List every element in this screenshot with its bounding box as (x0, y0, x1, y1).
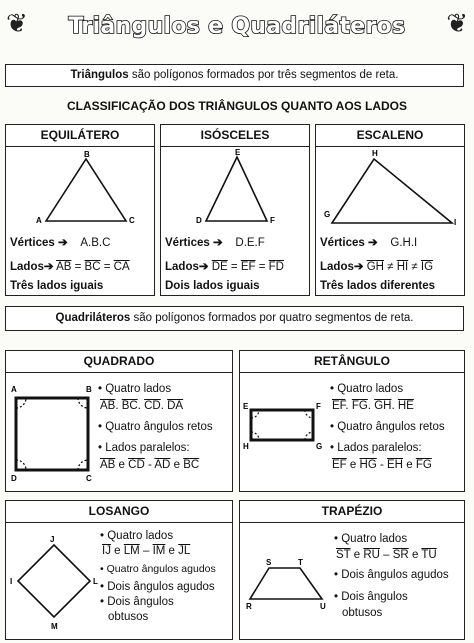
equals-sign: = (103, 261, 111, 273)
property-two-obtuse-angles: Dois ângulos (107, 596, 174, 608)
side: $\overline{TU}$ (421, 549, 437, 561)
side-de: $\overline{DE}$ (211, 261, 228, 273)
conjunction: e (349, 459, 357, 471)
vertex-label-d: D (11, 474, 17, 483)
isosceles-triangle-figure (161, 147, 308, 227)
side: $\overline{BC}$ (183, 459, 200, 471)
conjunction: e (406, 459, 413, 471)
quadrilaterals-definition-text: são polígonos formados por quatro segmentos de reta. (130, 312, 414, 324)
vertex-label-e: E (235, 148, 241, 157)
side: $\overline{EH}$ (387, 459, 403, 471)
property-four-acute-angles: Quatro ângulos agudos (106, 563, 216, 575)
side-ef: $\overline{EF}$ (240, 261, 256, 273)
side: $\overline{JL}$ (178, 545, 191, 557)
vertex-label-l: L (93, 577, 98, 586)
side-gh: $\overline{GH}$ (366, 261, 384, 273)
side: $\overline{BC}$ (121, 400, 138, 412)
card-title-equilatero: EQUILÁTERO (6, 125, 154, 147)
vertex-label-a: A (36, 216, 42, 225)
side: $\overline{RU}$ (363, 549, 380, 561)
side: $\overline{EF}$ (332, 400, 346, 412)
flourish-left-icon: ❦ (6, 8, 28, 38)
vertices-label: Vértices (320, 237, 365, 249)
property-right-angles: Quatro ângulos retos (105, 421, 213, 433)
vertex-label-h: H (372, 149, 378, 158)
vertex-label-g: G (324, 210, 331, 219)
square-properties: • Quatro lados $\overline{AB}$. $\overline{BC}$. $\overline{CD}$. $\overline{DA}$ • Quatro ângulos retos • Lados paralelos: $\overline{AB}$ e $\overline{CD} - \overline{AD}$ e $\overline{BC}$ (98, 383, 213, 471)
vertex-label-h: H (243, 442, 249, 451)
card-escaleno (315, 124, 465, 296)
card-title-trapezio: TRAPÉZIO (240, 501, 464, 523)
card-retangulo (239, 350, 465, 492)
vertex-label-b: B (86, 385, 92, 394)
vertices-value: A.B.C (80, 237, 111, 249)
vertex-label-c: C (129, 216, 135, 225)
side: $\overline{AB}$ (100, 459, 116, 471)
vertex-label-c: C (86, 474, 92, 483)
vertex-label-r: R (246, 602, 252, 611)
equilateral-triangle-figure (6, 147, 153, 227)
conjunction: e (114, 545, 121, 557)
trapezoid-figure (240, 523, 336, 639)
property-four-sides: Quatro lados (337, 383, 404, 395)
vertices-row: Vértices ➔ D.E.F (165, 237, 265, 249)
rectangle-properties: • Quatro lados $\overline{EF}$. $\overline{FG}$. $\overline{GH}$. $\overline{HE}$ • Quatro ângulos retos • Lados paralelos: $\overline{EF}$ e $\overline{HG} - \overline{EH}$ e $\overline{FG}$ (330, 383, 445, 471)
card-title-isosceles: ISÓSCELES (161, 125, 309, 147)
side: $\overline{SR}$ (392, 549, 409, 561)
triangles-definition-text: são polígonos formados por três segmentos de reta. (128, 69, 399, 81)
vertex-label-s: S (266, 558, 272, 567)
vertices-value: D.E.F (235, 237, 265, 249)
vertex-label-g: G (316, 442, 323, 451)
side: $\overline{HE}$ (397, 400, 414, 412)
vertex-label-e: E (243, 402, 249, 411)
side: $\overline{AB}$ (100, 400, 116, 412)
rhombus-figure (6, 523, 106, 639)
triangles-definition (5, 64, 464, 87)
square-figure (6, 373, 98, 489)
vertex-label-i: I (454, 218, 457, 227)
vertices-label: Vértices (10, 237, 55, 249)
equals-sign: = (258, 261, 266, 273)
vertex-label-m: M (51, 622, 58, 631)
not-equals-sign: ≠ (411, 261, 418, 273)
property-parallel-sides: Lados paralelos: (337, 442, 422, 454)
sides-label: Lados (165, 261, 199, 273)
card-equilatero (5, 124, 155, 296)
property-parallel-sides: Lados paralelos: (105, 442, 190, 454)
vertex-label-b: B (84, 150, 90, 159)
conjunction: e (118, 459, 125, 471)
property-four-sides: Quatro lados (341, 533, 408, 545)
vertices-label: Vértices (165, 237, 210, 249)
side: $\overline{HG}$ (359, 459, 377, 471)
property-two-obtuse-angles: Dois ângulos (341, 591, 408, 603)
separator: - (379, 459, 384, 471)
side: $\overline{ST}$ (336, 549, 351, 561)
triangle-description: Dois lados iguais (165, 280, 260, 292)
scalene-triangle-figure (316, 147, 463, 227)
side-ab: $\overline{AB}$ (56, 261, 72, 273)
triangle-description: Três lados diferentes (320, 280, 436, 292)
side: $\overline{IJ}$ (102, 545, 111, 557)
vertices-row: Vértices ➔ G.H.I (320, 237, 418, 249)
card-title-escaleno: ESCALENO (316, 125, 464, 147)
conjunction: e (173, 459, 180, 471)
vertex-label-t: T (298, 558, 303, 567)
vertex-label-d: D (196, 216, 202, 225)
side: $\overline{FG}$ (351, 400, 368, 412)
vertex-label-u: U (320, 602, 326, 611)
not-equals-sign: ≠ (387, 261, 394, 273)
side: $\overline{EF}$ (332, 459, 347, 471)
side: $\overline{CD}$ (144, 400, 161, 412)
card-trapezio (239, 500, 465, 640)
vertices-row: Vértices ➔ A.B.C (10, 237, 111, 249)
property-two-acute-angles: Dois ângulos agudos (107, 581, 215, 593)
side-fd: $\overline{FD}$ (268, 261, 284, 273)
vertex-label-i: I (10, 577, 13, 586)
side-bc: $\overline{BC}$ (84, 261, 101, 273)
vertex-label-j: J (50, 535, 55, 544)
vertices-value: G.H.I (390, 237, 418, 249)
sides-row: Lados➔ $\overline{GH} \ne \overline{HI} \ne \overline{IG}$ (320, 261, 434, 273)
side: $\overline{AD}$ (154, 459, 171, 471)
classification-heading: CLASSIFICAÇÃO DOS TRIÂNGULOS QUANTO AOS LADOS (66, 99, 407, 113)
sides-row: Lados➔ $\overline{DE} = \overline{EF} = \overline{FD}$ (165, 261, 284, 273)
property-four-sides: Quatro lados (105, 383, 172, 395)
separator: – (383, 549, 390, 561)
side: $\overline{GH}$ (374, 400, 392, 412)
side: $\overline{LM}$ (123, 545, 140, 557)
trapezoid-properties: • Quatro lados $\overline{ST}$ e $\overline{RU} - \overline{SR}$ e $\overline{TU}$ • Dois ângulos agudos • Dois ângulos obtusos (334, 533, 449, 619)
side-ig: $\overline{IG}$ (420, 261, 434, 273)
triangles-term: Triângulos (70, 69, 129, 81)
quadrilaterals-definition (5, 306, 464, 331)
vertex-label-f: F (316, 402, 321, 411)
separator: – (142, 545, 150, 557)
property-two-obtuse-angles-cont: obtusos (342, 607, 383, 619)
triangle-description: Três lados iguais (10, 280, 104, 292)
equals-sign: = (74, 261, 82, 273)
card-title-retangulo: RETÂNGULO (240, 351, 464, 373)
property-two-obtuse-angles-cont: obtusos (108, 611, 149, 623)
sides-label: Lados (10, 261, 44, 273)
side: $\overline{CD}$ (128, 459, 145, 471)
side: $\overline{FG}$ (415, 459, 432, 471)
page-title: Triângulos e Quadriláteros (68, 14, 406, 39)
side: $\overline{DA}$ (167, 400, 184, 412)
side-ca: $\overline{CA}$ (113, 261, 130, 273)
quadrilaterals-term: Quadriláteros (55, 312, 131, 324)
vertex-label-a: A (11, 385, 17, 394)
rectangle-figure (240, 373, 330, 489)
side-hi: $\overline{HI}$ (396, 261, 409, 273)
card-title-quadrado: QUADRADO (6, 351, 232, 373)
sides-label: Lados (320, 261, 354, 273)
conjunction: e (168, 545, 175, 557)
vertex-label-f: F (270, 216, 275, 225)
sides-row: Lados➔ $\overline{AB} = \overline{BC} = \overline{CA}$ (10, 261, 130, 273)
equals-sign: = (230, 261, 238, 273)
conjunction: e (411, 549, 419, 561)
card-isosceles (160, 124, 310, 296)
card-losango (5, 500, 233, 640)
rhombus-properties: • Quatro lados $\overline{IJ}$ e $\overline{LM} - \overline{IM}$ e $\overline{JL}$ • Quatro ângulos agudos • Dois ângulos agudos • Dois ângulos obtusos (100, 530, 216, 623)
property-right-angles: Quatro ângulos retos (337, 421, 445, 433)
property-four-sides: Quatro lados (107, 530, 174, 542)
card-title-losango: LOSANGO (6, 501, 232, 523)
card-quadrado (5, 350, 233, 492)
property-two-acute-angles: Dois ângulos agudos (341, 569, 449, 581)
flourish-right-icon: ❦ (446, 8, 468, 38)
separator: - (147, 459, 152, 471)
side: $\overline{IM}$ (152, 545, 166, 557)
conjunction: e (353, 549, 361, 561)
